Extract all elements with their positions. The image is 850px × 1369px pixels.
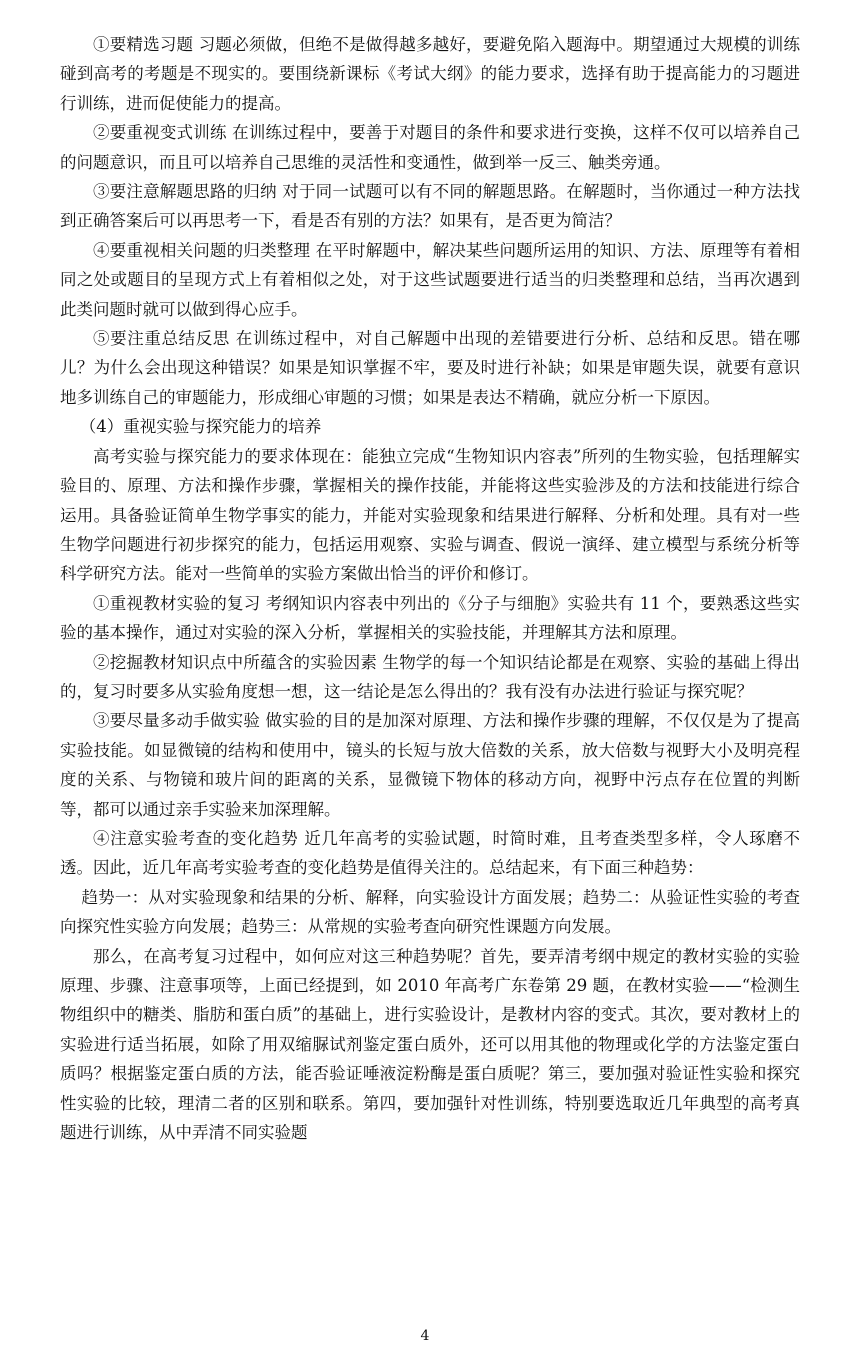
paragraph-hands-on: ③要尽量多动手做实验 做实验的目的是加深对原理、方法和操作步骤的理解，不仅仅是为了提高实验技能。如显微镜的结构和使用中，镜头的长短与放大倍数的关系，放大倍数与视野大小及明亮程度的关系、与物镜和玻片间的距离的关系，显微镜下物体的移动方向，视野中污点存在位置的判断等，都可以通过亲手实验来加深理解。 [60,711,800,819]
page-number: 4 [420,1328,430,1344]
page-body [60,30,800,1147]
paragraph-coping-strategies: 那么，在高考复习过程中，如何应对这三种趋势呢？首先，要弄清考纲中规定的教材实验的实验原理、步骤、注意事项等，上面已经提到，如 2010 年高考广东卷第 29 题，在教材实验——“检测生物组织中的糖类、脂肪和蛋白质”的基础上，进行实验设计，是教材内容的变式。其次，要对教材上的实验进行适当拓展，如除了用双缩脲试剂鉴定蛋白质外，还可以用其他的物理或化学的方法鉴定蛋白质吗？根据鉴定蛋白质的方法，能否验证唾液淀粉酶是蛋白质呢？第三，要加强对验证性实验和探究性实验的比较，理清二者的区别和联系。第四，要加强针对性训练，特别要选取近几年典型的高考真题进行训练，从中弄清不同实验题 [60,946,800,1143]
paragraph-trend-list: 趋势一：从对实验现象和结果的分析、解释，向实验设计方面发展；趋势二：从验证性实验的考查向探究性实验方向发展；趋势三：从常规的实验考查向研究性课题方向发展。 [60,887,800,937]
paragraph-trends: ④注意实验考查的变化趋势 近几年高考的实验试题，时简时难，且考查类型多样，令人琢磨不透。因此，近几年高考实验考查的变化趋势是值得关注的。总结起来，有下面三种趋势： [60,828,800,878]
paragraph-experiment-requirements: 高考实验与探究能力的要求体现在：能独立完成“生物知识内容表”所列的生物实验，包括理解实验目的、原理、方法和操作步骤，掌握相关的操作技能，并能将这些实验涉及的方法和技能进行综合运用。具备验证简单生物学事实的能力，并能对实验现象和结果进行解释、分析和处理。具有对一些生物学问题进行初步探究的能力，包括运用观察、实验与调查、假说一演绎、建立模型与系统分析等科学研究方法。能对一些简单的实验方案做出恰当的评价和修订。 [60,446,800,584]
paragraph-reflection: ⑤要注重总结反思 在训练过程中，对自己解题中出现的差错要进行分析、总结和反思。错在哪儿？为什么会出现这种错误？如果是知识掌握不牢，要及时进行补缺；如果是审题失误，就要有意识地多训练自己的审题能力，形成细心审题的习惯；如果是表达不精确，就应分析一下原因。 [60,329,800,407]
paragraph-select-exercises: ①要精选习题 习题必须做，但绝不是做得越多越好，要避免陷入题海中。期望通过大规模的训练碰到高考的考题是不现实的。要围绕新课标《考试大纲》的能力要求，选择有助于提高能力的习题进行训练，进而促使能力的提高。 [60,35,800,113]
paragraph-variant-training: ②要重视变式训练 在训练过程中，要善于对题目的条件和要求进行变换，这样不仅可以培养自己的问题意识，而且可以培养自己思维的灵活性和变通性，做到举一反三、触类旁通。 [60,123,800,172]
paragraph-textbook-experiments: ①重视教材实验的复习 考纲知识内容表中列出的《分子与细胞》实验共有 11 个，要熟悉这些实验的基本操作，通过对实验的深入分析，掌握相关的实验技能，并理解其方法和原理。 [60,593,800,643]
paragraph-experiment-factors: ②挖掘教材知识点中所蕴含的实验因素 生物学的每一个知识结论都是在观察、实验的基础上得出的，复习时要多从实验角度想一想，这一结论是怎么得出的？我有没有办法进行验证与探究呢？ [60,652,800,701]
paragraph-classification: ④要重视相关问题的归类整理 在平时解题中，解决某些问题所运用的知识、方法、原理等有着相同之处或题目的呈现方式上有着相似之处，对于这些试题要进行适当的归类整理和总结，当再次遇到此类问题时就可以做到得心应手。 [60,240,800,319]
paragraph-solution-ideas: ③要注意解题思路的归纳 对于同一试题可以有不同的解题思路。在解题时，当你通过一种方法找到正确答案后可以再思考一下，看是否有别的方法？如果有，是否更为简洁？ [60,182,800,231]
section-heading: （4）重视实验与探究能力的培养 [79,417,322,437]
